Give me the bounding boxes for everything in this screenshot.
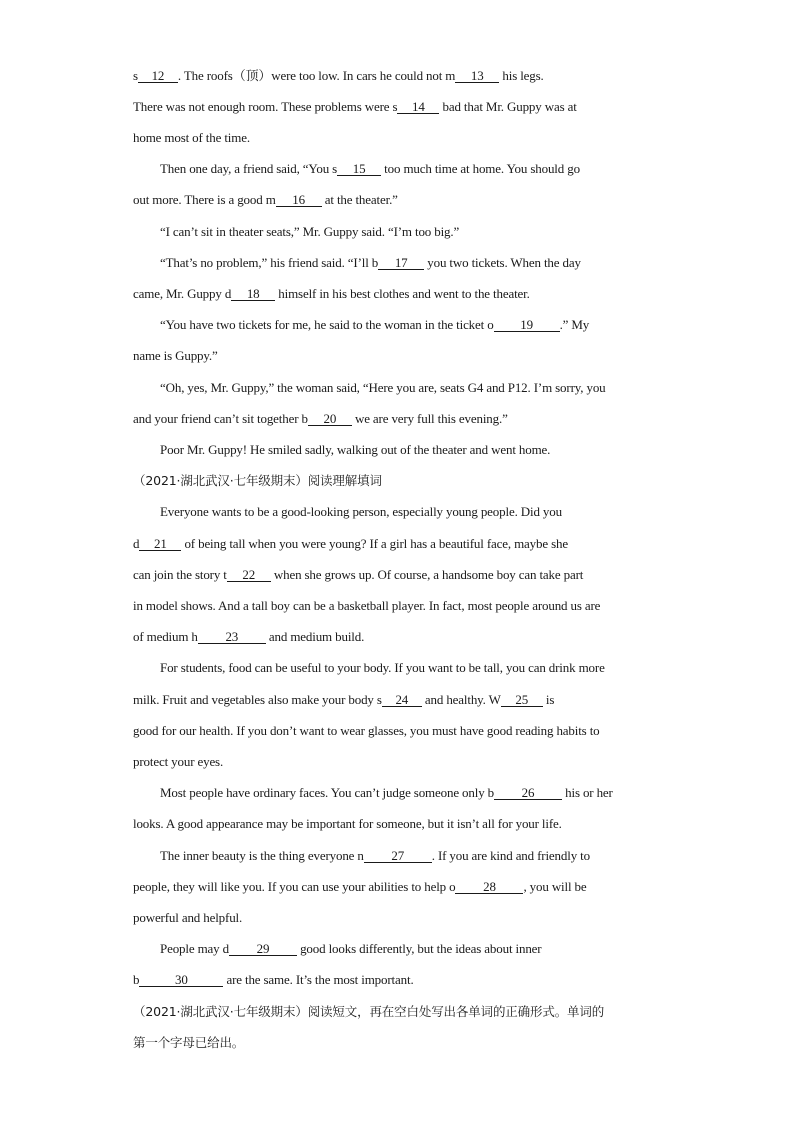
text-line: Then one day, a friend said, “You s 15 too much time at home. You should go xyxy=(160,161,580,176)
text-line: The inner beauty is the thing everyone n 27 . If you are kind and friendly to xyxy=(160,848,590,863)
text-line: milk. Fruit and vegetables also make your body s 24 and healthy. W 25 is xyxy=(133,692,555,707)
text-line: “You have two tickets for me, he said to the woman in the ticket o 19 .” My xyxy=(160,317,590,332)
text-line: powerful and helpful. xyxy=(133,910,243,925)
text-line: came, Mr. Guppy d 18 himself in his best clothes and went to the theater. xyxy=(133,286,530,301)
text-line: “I can’t sit in theater seats,” Mr. Guppy said. “I’m too big.” xyxy=(160,224,460,239)
text-line: name is Guppy.” xyxy=(133,348,218,363)
answer-blank[interactable]: 13 xyxy=(455,69,499,83)
section-heading: （2021·湖北武汉·七年级期末）阅读短文，再在空白处写出各单词的正确形式。单词的 xyxy=(133,1004,605,1019)
section-heading: 第一个字母已给出。 xyxy=(133,1035,245,1050)
text-line: in model shows. And a tall boy can be a basketball player. In fact, most people around us are xyxy=(133,598,601,613)
answer-blank[interactable]: 19 xyxy=(494,318,560,332)
text-line: good for our health. If you don’t want to wear glasses, you must have good reading habits to xyxy=(133,723,600,738)
text-line: People may d 29 good looks differently, but the ideas about inner xyxy=(160,941,542,956)
text-line: people, they will like you. If you can use your abilities to help o 28 , you will be xyxy=(133,879,587,894)
text-line: Everyone wants to be a good-looking person, especially young people. Did you xyxy=(160,504,562,519)
text-line: home most of the time. xyxy=(133,130,250,145)
answer-blank[interactable]: 25 xyxy=(501,693,543,707)
text-line: s 12 . The roofs（顶）were too low. In cars he could not m 13 his legs. xyxy=(133,68,544,83)
text-line: and your friend can’t sit together b 20 we are very full this evening.” xyxy=(133,411,508,426)
text-line: protect your eyes. xyxy=(133,754,224,769)
text-line: b 30 are the same. It’s the most important. xyxy=(133,972,414,987)
text-line: d 21 of being tall when you were young? If a girl has a beautiful face, maybe she xyxy=(133,536,568,551)
answer-blank[interactable]: 15 xyxy=(337,162,381,176)
answer-blank[interactable]: 22 xyxy=(227,568,271,582)
answer-blank[interactable]: 27 xyxy=(364,849,432,863)
answer-blank[interactable]: 23 xyxy=(198,630,266,644)
answer-blank[interactable]: 14 xyxy=(397,100,439,114)
text-line: out more. There is a good m 16 at the theater.” xyxy=(133,192,398,207)
answer-blank[interactable]: 18 xyxy=(231,287,275,301)
text-line: “Oh, yes, Mr. Guppy,” the woman said, “Here you are, seats G4 and P12. I’m sorry, you xyxy=(160,380,606,395)
answer-blank[interactable]: 16 xyxy=(276,193,322,207)
text-line: Poor Mr. Guppy! He smiled sadly, walking out of the theater and went home. xyxy=(160,442,551,457)
answer-blank[interactable]: 24 xyxy=(382,693,422,707)
text-line: of medium h 23 and medium build. xyxy=(133,629,365,644)
answer-blank[interactable]: 20 xyxy=(308,412,352,426)
answer-blank[interactable]: 29 xyxy=(229,942,297,956)
answer-blank[interactable]: 21 xyxy=(139,537,181,551)
text-line: There was not enough room. These problems were s 14 bad that Mr. Guppy was at xyxy=(133,99,577,114)
section-heading: （2021·湖北武汉·七年级期末）阅读理解填词 xyxy=(133,473,382,488)
answer-blank[interactable]: 17 xyxy=(378,256,424,270)
answer-blank[interactable]: 28 xyxy=(455,880,523,894)
answer-blank[interactable]: 30 xyxy=(139,973,223,987)
text-line: “That’s no problem,” his friend said. “I’ll b 17 you two tickets. When the day xyxy=(160,255,581,270)
text-line: Most people have ordinary faces. You can’t judge someone only b 26 his or her xyxy=(160,785,613,800)
answer-blank[interactable]: 12 xyxy=(138,69,178,83)
text-line: For students, food can be useful to your body. If you want to be tall, you can drink more xyxy=(160,660,605,675)
answer-blank[interactable]: 26 xyxy=(494,786,562,800)
text-line: looks. A good appearance may be important for someone, but it isn’t all for your life. xyxy=(133,816,562,831)
text-line: can join the story t 22 when she grows up. Of course, a handsome boy can take part xyxy=(133,567,584,582)
